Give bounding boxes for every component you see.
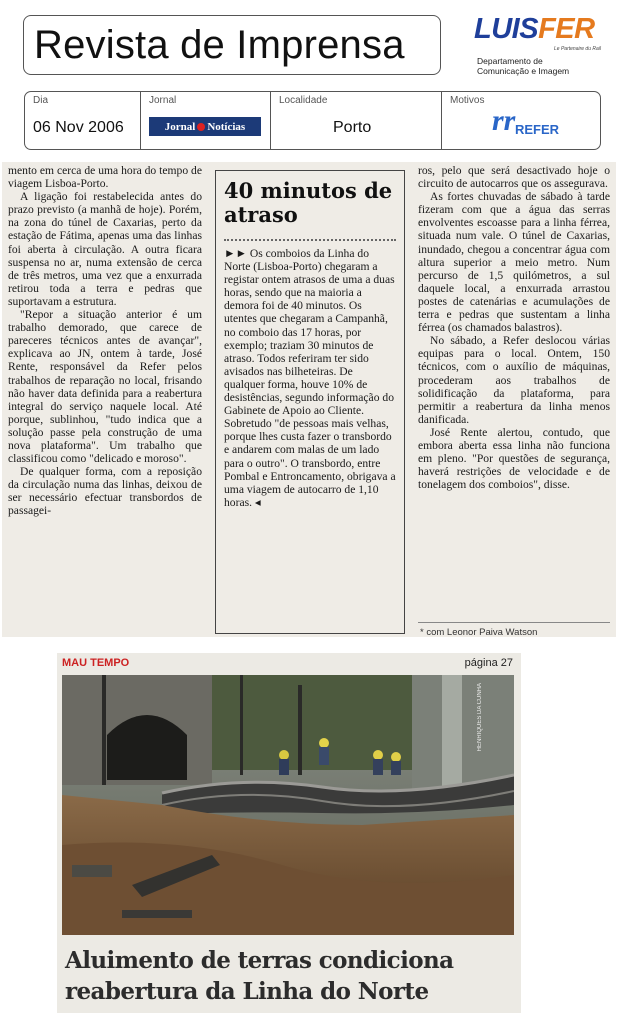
refer-logo: [492, 102, 572, 142]
info-jornal: [141, 92, 271, 149]
left-paragraph: mento em cerca de uma hora do tempo de viagem Lisboa-Porto.: [8, 164, 202, 191]
info-motivos: [442, 92, 600, 149]
jornal-noticias-logo: [149, 117, 261, 136]
box-headline: 40 minutos de atraso: [224, 178, 393, 227]
localidade-label: Localidade: [279, 95, 328, 106]
dia-value: 06 Nov 2006: [33, 119, 124, 136]
article-right-column: [418, 164, 610, 491]
page-title: Revista de Imprensa: [34, 22, 405, 67]
localidade-value: Porto: [333, 119, 372, 136]
photo-headline: Aluimento de terras condiciona reabertura da Linha do Norte: [65, 947, 454, 1005]
brand-name-part1: LUIS: [474, 13, 539, 45]
info-bar: [24, 91, 601, 150]
right-paragraph: José Rente alertou, contudo, que embora aberta essa linha não funciona em pleno. "Por questões de segurança, haverá restrições de velocidade e de tonelagem dos comboios", disse.: [418, 425, 610, 492]
page-title-box: [23, 15, 441, 75]
right-paragraph: ros, pelo que será desactivado hoje o circuito de autocarros que os assegurava.: [418, 164, 610, 191]
dia-label: Dia: [33, 95, 49, 106]
brand-department: [477, 56, 569, 76]
refer-logo-text: REFER: [515, 122, 560, 137]
article-credit: * com Leonor Paiva Watson: [420, 627, 538, 637]
credit-divider: [418, 622, 610, 623]
right-paragraph: No sábado, a Refer deslocou várias equipas para o local. Ontem, 150 técnicos, com o auxílio de máquinas, procederam aos trabalhos de solidificação da plataforma, para permitir a reabertura da linha menos danificada.: [418, 334, 610, 426]
landslide-photo: [62, 675, 514, 935]
left-paragraph: De qualquer forma, com a reposição da circulação numa das linhas, deixou de ser necessário efectuar transbordos de passagei-: [8, 465, 202, 518]
jornal-label: Jornal: [149, 95, 177, 106]
jornal-logo-word-a: Jornal: [164, 120, 196, 133]
dept-line-2: Comunicação e Imagem: [477, 66, 570, 76]
refer-mark-icon: rr: [492, 104, 516, 137]
left-paragraph: A ligação foi restabelecida antes do prazo previsto (a manhã de hoje). Porém, na zona do túnel de Caxarias, perto da estação de Fátima, apenas uma das linhas foi aberta à circulação. A outra ficara suspensa no ar, numa extensão de cerca de três metros, uma vez que a enxurrada retirou toda a terra e pedras que suportavam a estrutura.: [8, 190, 202, 308]
article-left-column: [8, 164, 202, 518]
motivos-label: Motivos: [450, 95, 485, 106]
right-paragraph: As fortes chuvadas de sábado à tarde fizeram com que a água das serras envolventes escoasse para a linha férrea, situada num vale. O túnel de Caxarias, inundado, chegou a concentrar água com altura superior a meio metro. Num percurso de 1,5 quilómetros, a sul daquele local, a enxurrada arrastou postes de catenárias e acumulações de terra e pedras que sustentam a linha férrea (os chamados balastros).: [418, 190, 610, 335]
dept-line-1: Departamento de: [477, 56, 543, 66]
info-dia: [25, 92, 141, 149]
photo-credit: HENRIQUES DA CUNHA: [477, 683, 483, 752]
article-clipping: [2, 162, 616, 637]
box-text: ►► Os comboios da Linha do Norte (Lisboa-Porto) chegaram a registar ontem atrasos de uma a duas horas, sendo que na maioria a demora foi de 40 minutos. Os utentes que chegaram a Campanhã, no comboio das 17 horas, por exemplo; traziam 30 minutos de atraso. Todos referiram ter sido avisados nas bilheteiras. De qualquer forma, houve 10% de desistências, segundo informação do Gabinete de Apoio ao Cliente. Sobretudo "de pessoas mais velhas, porque lhes custa fazer o transbordo e andarem com malas de um lado para o outro". O transbordo, entre Pombal e Entroncamento, obrigava a uma viagem de autocarro de 1,10 horas. ◂: [224, 247, 396, 509]
photo-clipping: [57, 653, 521, 1013]
info-localidade: [271, 92, 442, 149]
section-kicker: MAU TEMPO: [62, 657, 130, 669]
left-paragraph: "Repor a situação anterior é um trabalho demorado, que carece de pareceres técnicos antes de avançar", explicava ao JN, ontem à tarde, José Rente, responsável da Refer pelos trabalhos de reparação no local, frisando não haver data definida para a reabertura integral do serviço naquele local. Até porque, sublinhou, "tudo indica que a solução passe pela construção de uma nova plataforma". Um trabalho que classificou como "delicado e moroso".: [8, 308, 202, 466]
jornal-logo-word-b: Notícias: [207, 120, 246, 133]
jornal-logo-dot: [197, 123, 205, 131]
brand-name-part2: FER: [538, 13, 595, 45]
sidebar-box: [215, 170, 405, 634]
box-divider: [224, 235, 396, 241]
luisfer-logo: [474, 14, 609, 80]
page-number: página 27: [464, 657, 513, 669]
brand-tagline: Le Partenaire du Rail: [554, 46, 601, 52]
